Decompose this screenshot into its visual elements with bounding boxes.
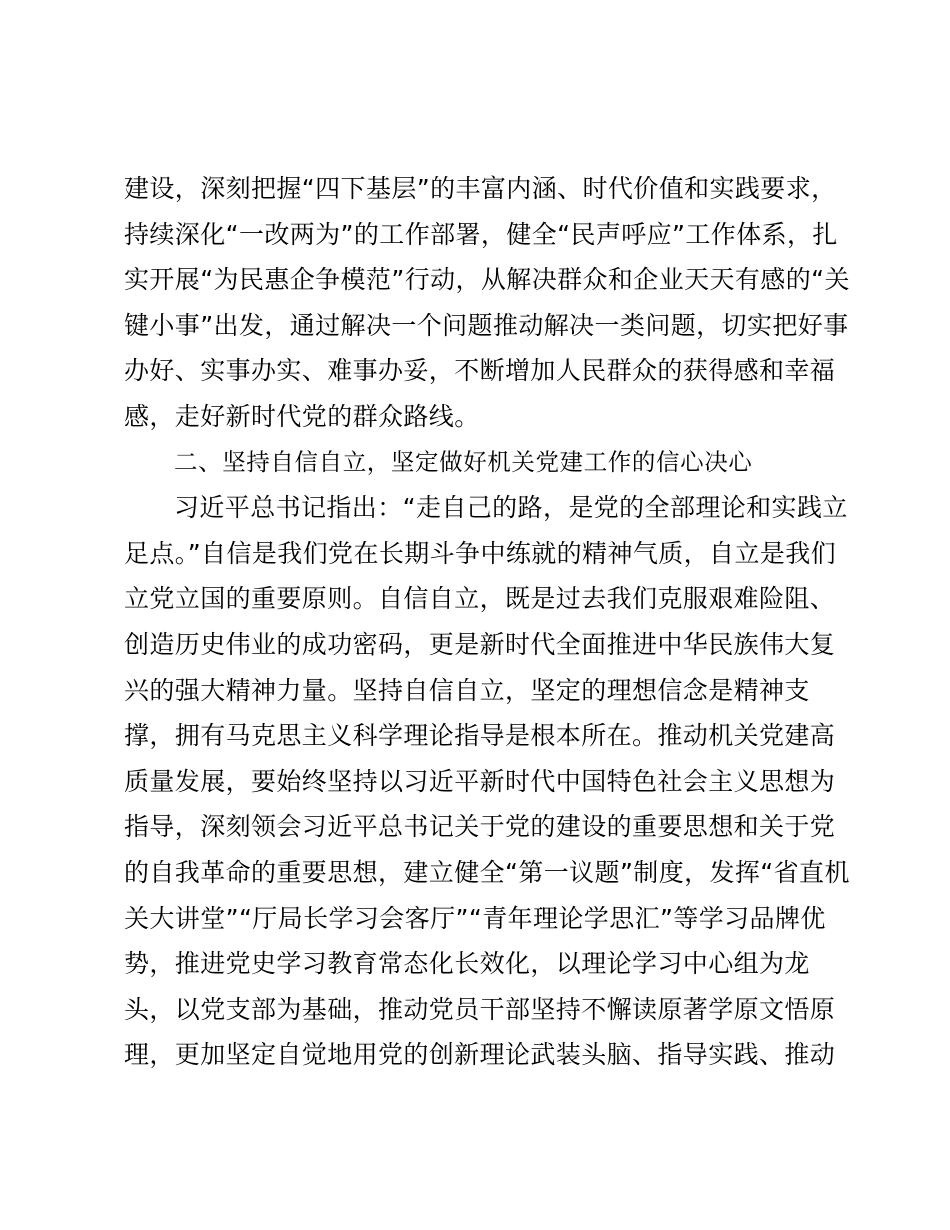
- paragraph-line: 建设，深刻把握“四下基层”的丰富内涵、时代价值和实践要求，: [124, 174, 837, 203]
- paragraph-line: 的自我革命的重要思想，建立健全“第一议题”制度，发挥“省直机: [124, 857, 850, 887]
- paragraph-line: 撑，拥有马克思主义科学理论指导是根本所在。推动机关党建高: [124, 721, 836, 751]
- paragraph-line: 理，更加坚定自觉地用党的创新理论武装头脑、指导实践、推动: [124, 1040, 836, 1070]
- paragraph-line: 立党立国的重要原则。自信自立，既是过去我们克服艰难险阻、: [124, 584, 836, 614]
- paragraph-line: 兴的强大精神力量。坚持自信自立，坚定的理想信念是精神支: [124, 675, 810, 705]
- paragraph-line: 关大讲堂”“厅局长学习会客厅”“青年理论学思汇”等学习品牌优: [124, 903, 826, 933]
- paragraph-line: 实开展“为民惠企争模范”行动，从解决群众和企业天天有感的“关: [124, 265, 850, 295]
- document-body: [124, 166, 850, 1078]
- paragraph-line: 势，推进党史学习教育常态化长效化，以理论学习中心组为龙: [124, 949, 810, 979]
- paragraph-line: 头，以党支部为基础，推动党员干部坚持不懈读原著学原文悟原: [124, 994, 836, 1024]
- paragraph-line: 质量发展，要始终坚持以习近平新时代中国特色社会主义思想为: [124, 766, 836, 796]
- section-heading: 二、坚持自信自立，坚定做好机关党建工作的信心决心: [174, 447, 753, 476]
- paragraph-line: 指导，深刻领会习近平总书记关于党的建设的重要思想和关于党: [124, 812, 836, 842]
- paragraph-line: 习近平总书记指出：“走自己的路，是党的全部理论和实践立: [174, 493, 848, 523]
- paragraph-line: 足点。”自信是我们党在长期斗争中练就的精神气质，自立是我们: [124, 538, 837, 568]
- paragraph-line: 办好、实事办实、难事办妥，不断增加人民群众的获得感和幸福: [124, 356, 836, 386]
- paragraph-line: 持续深化“一改两为”的工作部署，健全“民声呼应”工作体系，扎: [124, 219, 838, 249]
- paragraph-line: 感，走好新时代党的群众路线。: [124, 401, 480, 431]
- paragraph-line: 创造历史伟业的成功密码，更是新时代全面推进中华民族伟大复: [124, 629, 836, 659]
- paragraph-line: 键小事”出发，通过解决一个问题推动解决一类问题，切实把好事: [124, 310, 849, 340]
